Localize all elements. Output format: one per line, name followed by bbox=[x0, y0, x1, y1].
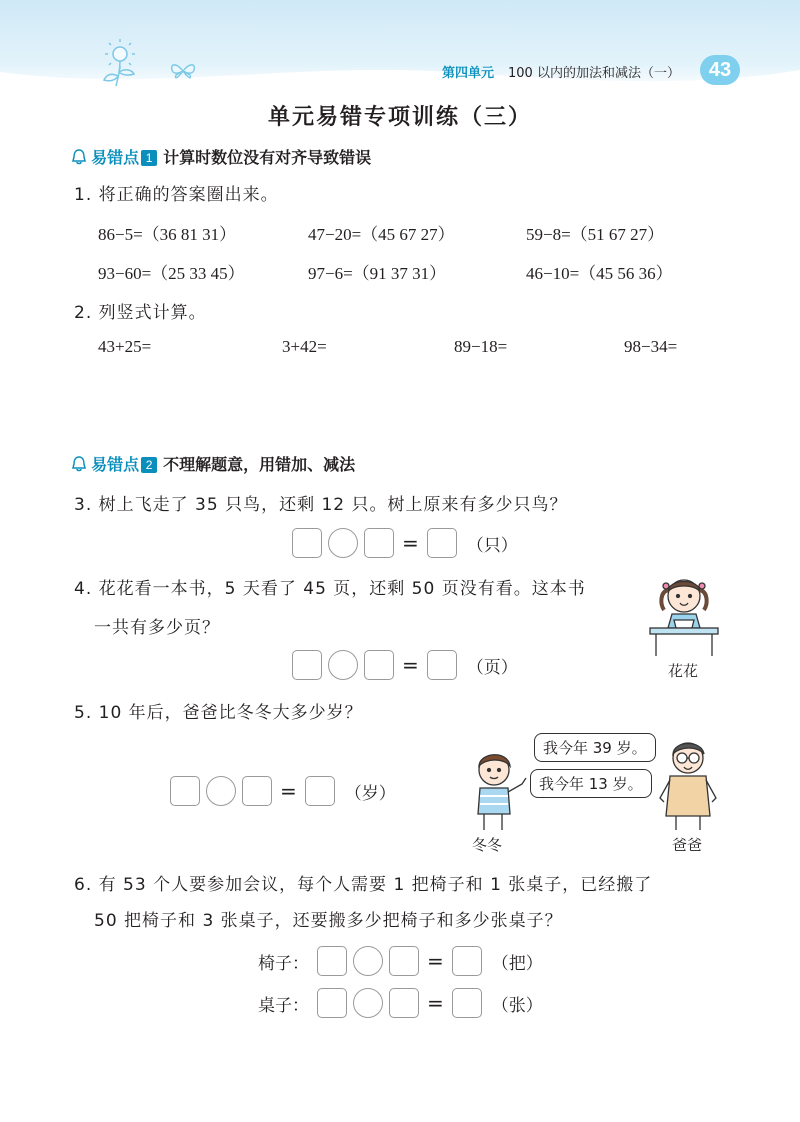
speech-bubble-boy: 我今年 13 岁。 bbox=[530, 769, 652, 798]
figure-caption-dongdong: 冬冬 bbox=[472, 836, 503, 854]
choice-expression: 47−20=（45 67 27） bbox=[308, 225, 455, 244]
answer-box[interactable] bbox=[427, 528, 457, 558]
question-6-prompt-line-1: 6. 有 53 个人要参加会议，每个人需要 1 把椅子和 1 张桌子，已经搬了 bbox=[74, 875, 653, 895]
answer-box[interactable] bbox=[389, 946, 419, 976]
section-description: 不理解题意，用错加、减法 bbox=[163, 455, 356, 474]
answer-box[interactable] bbox=[427, 650, 457, 680]
section-heading-2 bbox=[72, 452, 355, 475]
vertical-calc-expression: 43+25= bbox=[98, 337, 152, 356]
equals-sign: = bbox=[280, 779, 297, 803]
answer-box[interactable] bbox=[452, 988, 482, 1018]
row-label: 桌子： bbox=[258, 995, 309, 1016]
choice-expression: 86−5=（36 81 31） bbox=[98, 225, 237, 244]
unit-label: （只） bbox=[466, 535, 518, 556]
bell-icon bbox=[72, 149, 86, 165]
answer-box[interactable] bbox=[317, 946, 347, 976]
answer-equation-row bbox=[292, 650, 518, 680]
header-unit: 第四单元 bbox=[442, 66, 495, 81]
girl-reading-illustration bbox=[646, 570, 722, 660]
equals-sign: = bbox=[427, 949, 444, 973]
unit-label: （把） bbox=[491, 953, 543, 974]
answer-box[interactable] bbox=[452, 946, 482, 976]
page-title: 单元易错专项训练（三） bbox=[267, 105, 532, 130]
answer-box[interactable] bbox=[170, 776, 200, 806]
answer-box[interactable] bbox=[242, 776, 272, 806]
butterfly-icon bbox=[168, 60, 198, 82]
vertical-calc-expression: 98−34= bbox=[624, 337, 678, 356]
question-1-prompt: 1. 将正确的答案圈出来。 bbox=[74, 185, 279, 205]
operator-circle[interactable] bbox=[206, 776, 236, 806]
speech-bubble-dad: 我今年 39 岁。 bbox=[534, 733, 656, 762]
answer-box[interactable] bbox=[364, 528, 394, 558]
answer-box[interactable] bbox=[317, 988, 347, 1018]
section-label: 易错点 bbox=[91, 455, 140, 474]
answer-equation-row bbox=[170, 776, 396, 806]
question-4-prompt-line-1: 4. 花花看一本书，5 天看了 45 页，还剩 50 页没有看。这本书 bbox=[74, 579, 586, 599]
vertical-calc-expression: 89−18= bbox=[454, 337, 508, 356]
section-description: 计算时数位没有对齐导致错误 bbox=[163, 148, 372, 167]
flower-icon bbox=[96, 38, 156, 88]
boy-illustration bbox=[466, 748, 532, 832]
equals-sign: = bbox=[427, 991, 444, 1015]
question-6-prompt-line-2: 50 把椅子和 3 张桌子，还要搬多少把椅子和多少张桌子？ bbox=[94, 911, 563, 931]
equals-sign: = bbox=[402, 653, 419, 677]
row-label: 椅子： bbox=[258, 953, 309, 974]
question-3-prompt: 3. 树上飞走了 35 只鸟，还剩 12 只。树上原来有多少只鸟？ bbox=[74, 495, 568, 515]
question-2-prompt: 2. 列竖式计算。 bbox=[74, 303, 207, 323]
unit-label: （岁） bbox=[344, 783, 396, 804]
section-label: 易错点 bbox=[91, 148, 140, 167]
answer-box[interactable] bbox=[292, 528, 322, 558]
operator-circle[interactable] bbox=[328, 528, 358, 558]
answer-box[interactable] bbox=[364, 650, 394, 680]
choice-expression: 46−10=（45 56 36） bbox=[526, 264, 673, 283]
answer-box[interactable] bbox=[389, 988, 419, 1018]
answer-equation-row-desks bbox=[258, 988, 543, 1018]
header-topic: 100 以内的加法和减法（一） bbox=[508, 66, 680, 81]
vertical-calc-expression: 3+42= bbox=[282, 337, 327, 356]
figure-caption-baba: 爸爸 bbox=[672, 836, 703, 854]
dad-illustration bbox=[654, 736, 724, 832]
operator-circle[interactable] bbox=[353, 946, 383, 976]
unit-label: （页） bbox=[466, 657, 518, 678]
answer-box[interactable] bbox=[305, 776, 335, 806]
question-5-prompt: 5. 10 年后，爸爸比冬冬大多少岁？ bbox=[74, 703, 363, 723]
question-4-prompt-line-2: 一共有多少页？ bbox=[94, 618, 220, 638]
answer-equation-row-chairs bbox=[258, 946, 543, 976]
choice-expression: 93−60=（25 33 45） bbox=[98, 264, 245, 283]
section-number: 1 bbox=[141, 150, 157, 166]
figure-caption-huahua: 花花 bbox=[668, 662, 699, 680]
equals-sign: = bbox=[402, 531, 419, 555]
choice-expression: 59−8=（51 67 27） bbox=[526, 225, 665, 244]
operator-circle[interactable] bbox=[353, 988, 383, 1018]
answer-equation-row bbox=[292, 528, 518, 558]
operator-circle[interactable] bbox=[328, 650, 358, 680]
bell-icon bbox=[72, 456, 86, 472]
section-number: 2 bbox=[141, 457, 157, 473]
unit-label: （张） bbox=[491, 995, 543, 1016]
section-heading-1 bbox=[72, 145, 371, 168]
page-number-badge: 43 bbox=[700, 55, 740, 85]
answer-box[interactable] bbox=[292, 650, 322, 680]
choice-expression: 97−6=（91 37 31） bbox=[308, 264, 447, 283]
